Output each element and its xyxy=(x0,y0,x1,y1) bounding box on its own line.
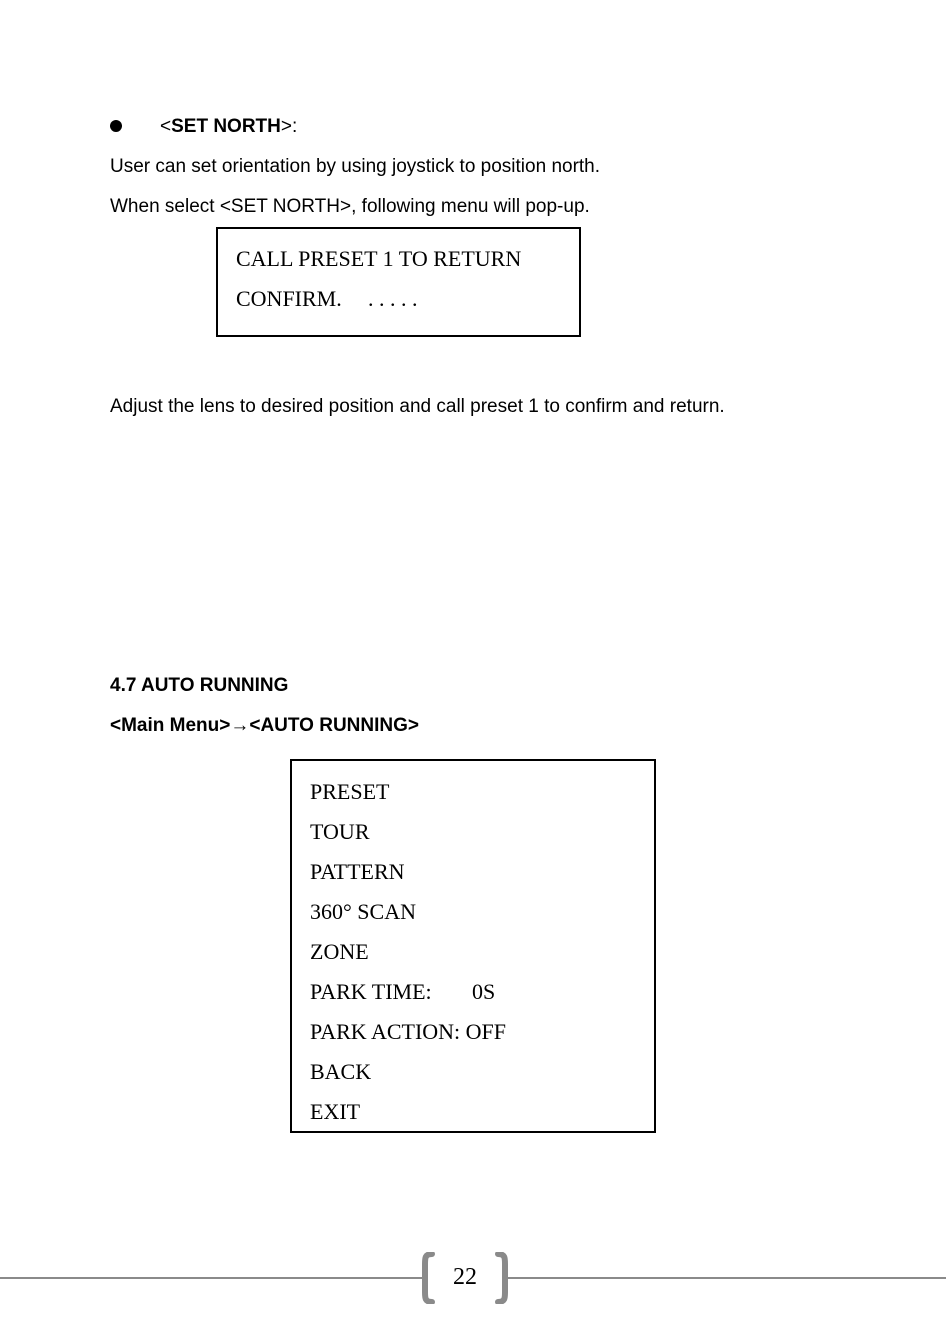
menu-item-back: BACK xyxy=(310,1059,372,1084)
menu-item-park-action xyxy=(310,1019,506,1045)
breadcrumb-main-menu: <Main Menu> xyxy=(110,715,231,736)
popup-confirm-dots: . . . . . xyxy=(368,286,418,311)
adjust-lens-text: Adjust the lens to desired position and call preset 1 to confirm and return. xyxy=(110,396,725,417)
set-north-popup-intro: When select <SET NORTH>, following menu will pop-up. xyxy=(110,196,590,217)
park-time-value: 0S xyxy=(472,979,496,1004)
bullet-icon xyxy=(110,120,122,132)
set-north-description: User can set orientation by using joystick to position north. xyxy=(110,156,601,177)
park-action-value: OFF xyxy=(465,1019,507,1044)
popup-call-preset-line: CALL PRESET 1 TO RETURN xyxy=(236,246,522,271)
menu-item-park-time xyxy=(310,979,610,1005)
arrow-right-icon: → xyxy=(230,715,250,736)
menu-item-exit: EXIT xyxy=(310,1099,361,1124)
menu-item-360-scan: 360° SCAN xyxy=(310,899,416,924)
footer-rule-left xyxy=(0,1277,424,1279)
menu-item-tour: TOUR xyxy=(310,819,370,844)
footer-rule-right xyxy=(506,1277,946,1279)
breadcrumb xyxy=(110,714,419,738)
popup-confirm-line: CONFIRM. . . . . . xyxy=(236,286,418,311)
set-north-popup-box xyxy=(216,227,581,337)
auto-running-menu-box xyxy=(290,759,656,1133)
park-time-label: PARK TIME: xyxy=(310,979,432,1004)
menu-item-preset: PRESET xyxy=(310,779,390,804)
menu-item-pattern: PATTERN xyxy=(310,859,405,884)
section-title: 4.7 AUTO RUNNING xyxy=(110,675,289,696)
menu-item-zone: ZONE xyxy=(310,939,369,964)
set-north-heading: <SET NORTH>: xyxy=(160,116,298,137)
park-action-label: PARK ACTION: xyxy=(310,1019,461,1044)
page-number: 22 xyxy=(420,1252,510,1304)
breadcrumb-auto-running: <AUTO RUNNING> xyxy=(249,715,419,736)
